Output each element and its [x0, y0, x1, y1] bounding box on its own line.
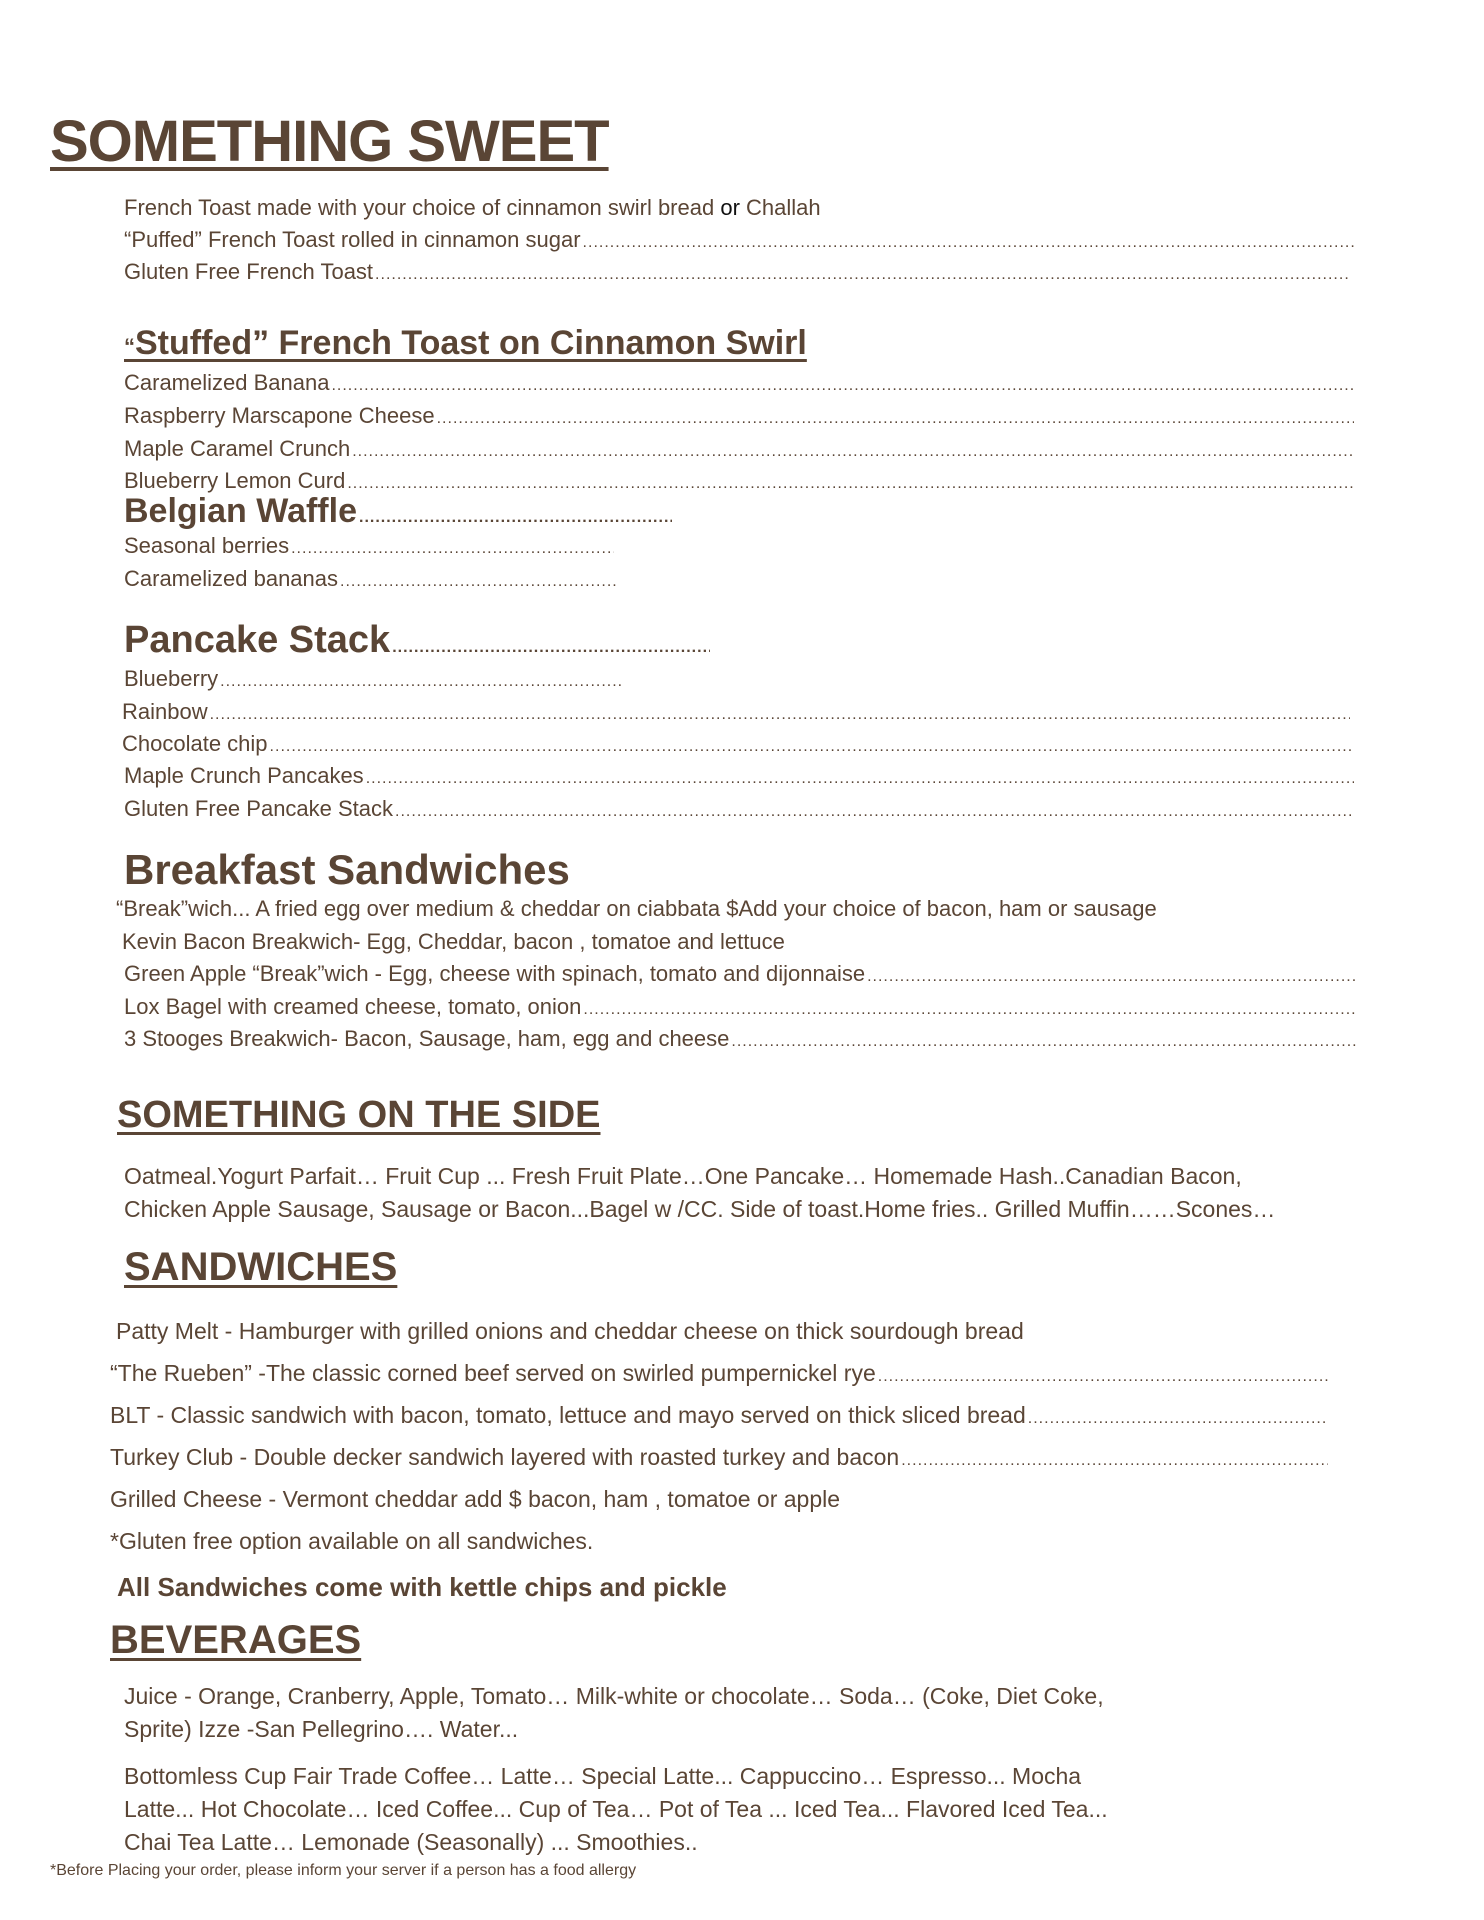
section-heading-beverages: BEVERAGES	[110, 1618, 362, 1662]
menu-intro-french-toast	[124, 195, 821, 221]
menu-item	[124, 994, 1358, 1020]
section-heading-stuffed-french-toast	[124, 324, 807, 363]
beverage-line: Latte... Hot Chocolate… Iced Coffee... Cup of Tea… Pot of Tea ... Iced Tea... Flavored Iced Tea...	[124, 1796, 1108, 1822]
sandwich-sides-note: All Sandwiches come with kettle chips and pickle	[117, 1572, 727, 1602]
menu-item	[124, 533, 614, 559]
menu-item-label: Blueberry	[124, 666, 219, 691]
menu-item-label: 3 Stooges Breakwich- Bacon, Sausage, ham, egg and cheese	[124, 1026, 730, 1051]
menu-item	[124, 227, 1354, 253]
dot-leader	[395, 803, 1354, 821]
beverage-line: Chai Tea Latte… Lemonade (Seasonally) ... Smoothies..	[124, 1829, 698, 1855]
dot-leader	[331, 377, 1354, 395]
menu-item-label: Rainbow	[122, 699, 208, 724]
menu-item-label: Raspberry Marscapone Cheese	[124, 403, 435, 428]
section-heading-sandwiches: SANDWICHES	[124, 1245, 398, 1289]
section-heading-belgian-waffle	[124, 492, 672, 531]
dot-leader	[867, 968, 1358, 986]
dot-leader	[352, 443, 1354, 461]
menu-item-label: “The Rueben” -The classic corned beef served on swirled pumpernickel rye	[110, 1360, 876, 1386]
dot-leader	[583, 234, 1354, 252]
intro-challah: Challah	[746, 195, 821, 220]
menu-item	[124, 763, 1354, 789]
dot-leader	[437, 410, 1354, 428]
dot-leader	[210, 706, 1350, 724]
dot-leader	[731, 1033, 1356, 1051]
beverage-line: Bottomless Cup Fair Trade Coffee… Latte… Special Latte... Cappuccino… Espresso... Mocha	[124, 1763, 1082, 1789]
menu-item-label: Maple Caramel Crunch	[124, 436, 351, 461]
dot-leader	[340, 573, 618, 591]
menu-item	[124, 1026, 1356, 1052]
dot-leader	[291, 540, 614, 558]
beverages-paragraph-cold	[124, 1680, 1324, 1746]
menu-item	[122, 731, 1354, 757]
menu-item-label: Green Apple “Break”wich - Egg, cheese with spinach, tomato and dijonnaise	[124, 961, 866, 986]
beverage-line: Sprite) Izze -San Pellegrino…. Water...	[124, 1716, 519, 1742]
heading-text: Pancake Stack	[124, 619, 391, 661]
dot-leader	[366, 770, 1354, 788]
dot-leader	[878, 1368, 1328, 1386]
section-heading-something-on-the-side: SOMETHING ON THE SIDE	[117, 1094, 601, 1136]
menu-item: Patty Melt - Hamburger with grilled onions and cheddar cheese on thick sourdough bread	[116, 1318, 1024, 1344]
menu-item-label: Caramelized bananas	[124, 566, 339, 591]
menu-item-label: BLT - Classic sandwich with bacon, tomato, lettuce and mayo served on thick sliced bread	[110, 1402, 1026, 1428]
menu-item-label: Maple Crunch Pancakes	[124, 763, 364, 788]
menu-item	[124, 666, 624, 692]
heading-text: Stuffed” French Toast on Cinnamon Swirl	[135, 324, 807, 362]
menu-item-label: Turkey Club - Double decker sandwich layered with roasted turkey and bacon	[110, 1444, 900, 1470]
beverage-line: Juice - Orange, Cranberry, Apple, Tomato… Milk-white or chocolate… Soda… (Coke, Diet Coke,	[124, 1683, 1104, 1709]
menu-item-label: “Puffed” French Toast rolled in cinnamon sugar	[124, 227, 581, 252]
section-heading-something-sweet: SOMETHING SWEET	[50, 109, 609, 174]
side-line: Chicken Apple Sausage, Sausage or Bacon...Bagel w /CC. Side of toast.Home fries.. Grilled Muffin……Scones…	[124, 1196, 1276, 1222]
side-line: Oatmeal.Yogurt Parfait… Fruit Cup ... Fresh Fruit Plate…One Pancake… Homemade Hash..Canadian Bacon,	[124, 1163, 1242, 1189]
menu-item	[124, 403, 1354, 429]
menu-item: Grilled Cheese - Vermont cheddar add $ bacon, ham , tomatoe or apple	[110, 1486, 841, 1512]
heading-open-quote: “	[124, 334, 135, 359]
menu-item-label: Lox Bagel with creamed cheese, tomato, onion	[124, 994, 582, 1019]
menu-item	[124, 796, 1354, 822]
menu-item-label: Seasonal berries	[124, 533, 290, 558]
dot-leader	[270, 738, 1354, 756]
menu-item	[124, 468, 1354, 494]
dot-leader	[1028, 1410, 1328, 1428]
dot-leader	[901, 1452, 1328, 1470]
menu-item-label: Blueberry Lemon Curd	[124, 468, 346, 493]
dot-leader	[347, 475, 1354, 493]
menu-item-label: Gluten Free Pancake Stack	[124, 796, 394, 821]
menu-item	[124, 436, 1354, 462]
dot-leader	[359, 509, 672, 527]
menu-item	[124, 370, 1354, 396]
menu-item	[124, 259, 1350, 285]
menu-item: “Break”wich... A fried egg over medium & cheddar on ciabbata $Add your choice of bacon, ham or sausage	[116, 896, 1157, 921]
menu-item	[122, 699, 1350, 725]
menu-item-label: Chocolate chip	[122, 731, 268, 756]
section-heading-pancake-stack	[124, 619, 710, 662]
heading-text: Belgian Waffle	[124, 492, 357, 530]
menu-item	[124, 566, 618, 592]
dot-leader	[220, 673, 624, 691]
menu-item	[110, 1444, 1328, 1471]
dot-leader	[375, 266, 1350, 284]
dot-leader	[583, 1001, 1358, 1019]
allergy-footnote: *Before Placing your order, please inform your server if a person has a food allergy	[50, 1862, 637, 1879]
menu-item	[110, 1402, 1328, 1429]
dot-leader	[392, 639, 710, 657]
menu-item	[110, 1360, 1328, 1387]
menu-item	[124, 961, 1358, 987]
gluten-free-note: *Gluten free option available on all sandwiches.	[110, 1528, 594, 1554]
beverages-paragraph-hot	[124, 1760, 1324, 1859]
menu-item-label: Gluten Free French Toast	[124, 259, 374, 284]
intro-or: or	[720, 195, 740, 220]
menu-item-label: Caramelized Banana	[124, 370, 330, 395]
section-heading-breakfast-sandwiches: Breakfast Sandwiches	[124, 846, 570, 893]
side-items-paragraph	[124, 1160, 1374, 1226]
menu-item: Kevin Bacon Breakwich- Egg, Cheddar, bacon , tomatoe and lettuce	[122, 929, 785, 954]
intro-text: French Toast made with your choice of cinnamon swirl bread	[124, 195, 715, 220]
